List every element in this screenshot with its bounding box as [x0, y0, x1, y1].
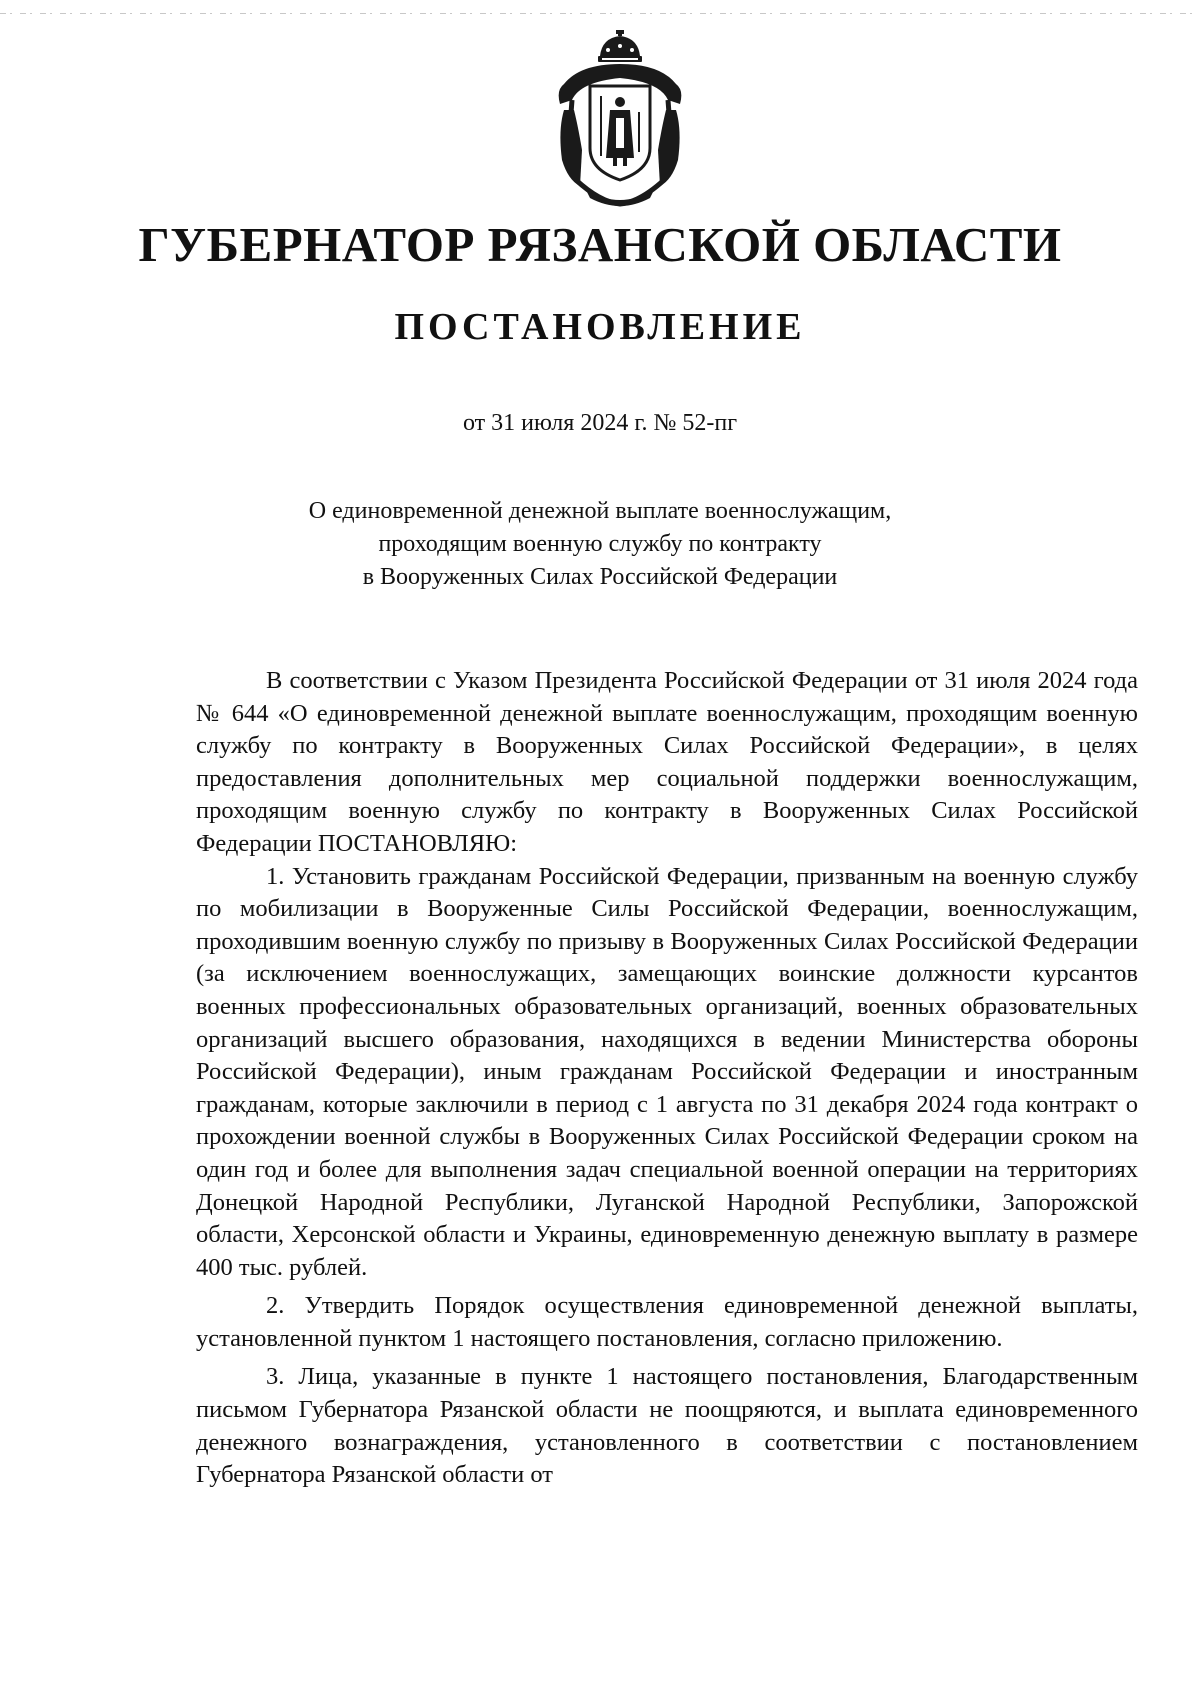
organization-title: ГУБЕРНАТОР РЯЗАНСКОЙ ОБЛАСТИ — [138, 217, 1062, 272]
clause-3-paragraph: 3. Лица, указанные в пункте 1 настоящего постановления, Благодарственным письмом Губернатора Рязанской области не поощряются, и выплата единовременного денежного вознаграждения, установленного в соответствии с постановлением Губернатора Рязанской области от — [196, 1363, 1138, 1489]
clause-2-paragraph: 2. Утвердить Порядок осуществления единовременной денежной выплаты, установленной пунктом 1 настоящего постановления, согласно приложению. — [196, 1292, 1138, 1352]
document-date-number: от 31 июля 2024 г. № 52-пг — [462, 410, 738, 436]
document-type-heading: ПОСТАНОВЛЕНИЕ — [394, 306, 806, 348]
ryazan-coat-of-arms-icon — [550, 30, 690, 208]
document-body — [196, 665, 1138, 1492]
scan-edge-artifact — [0, 12, 1200, 15]
subject-line: О единовременной денежной выплате военнослужащим, — [308, 498, 892, 524]
preamble-paragraph: В соответствии с Указом Президента Российской Федерации от 31 июля 2024 года № 644 «О единовременной денежной выплате военнослужащим, проходящим военную службу по контракту в Вооруженных Силах Российской Федерации», в целях предоставления дополнительных мер социальной поддержки военнослужащим, проходящим военную службу по контракту в Вооруженных Силах Российской Федерации ПОСТАНОВЛЯЮ: — [196, 667, 1138, 857]
clause-1-paragraph: 1. Установить гражданам Российской Федерации, призванным на военную службу по мобилизации в Вооруженные Силы Российской Федерации, военнослужащим, проходившим военную службу по призыву в Вооруженных Силах Российской Федерации (за исключением военнослужащих, замещающих воинские должности курсантов военных профессиональных образовательных организаций, военных образовательных организаций высшего образования, находящихся в ведении Министерства обороны Российской Федерации), иным гражданам Российской Федерации и иностранным гражданам, которые заключили в период с 1 августа по 31 декабря 2024 года контракт о прохождении военной службы в Вооруженных Силах Российской Федерации сроком на один год и более для выполнения задач специальной военной операции на территориях Донецкой Народной Республики, Луганской Народной Республики, Запорожской области, Херсонской области и Украины, единовременную денежную выплату в размере 400 тыс. рублей. — [196, 862, 1138, 1281]
subject-line: проходящим военную службу по контракту — [378, 531, 822, 557]
document-subject — [0, 495, 1200, 594]
subject-line: в Вооруженных Силах Российской Федерации — [362, 564, 838, 590]
